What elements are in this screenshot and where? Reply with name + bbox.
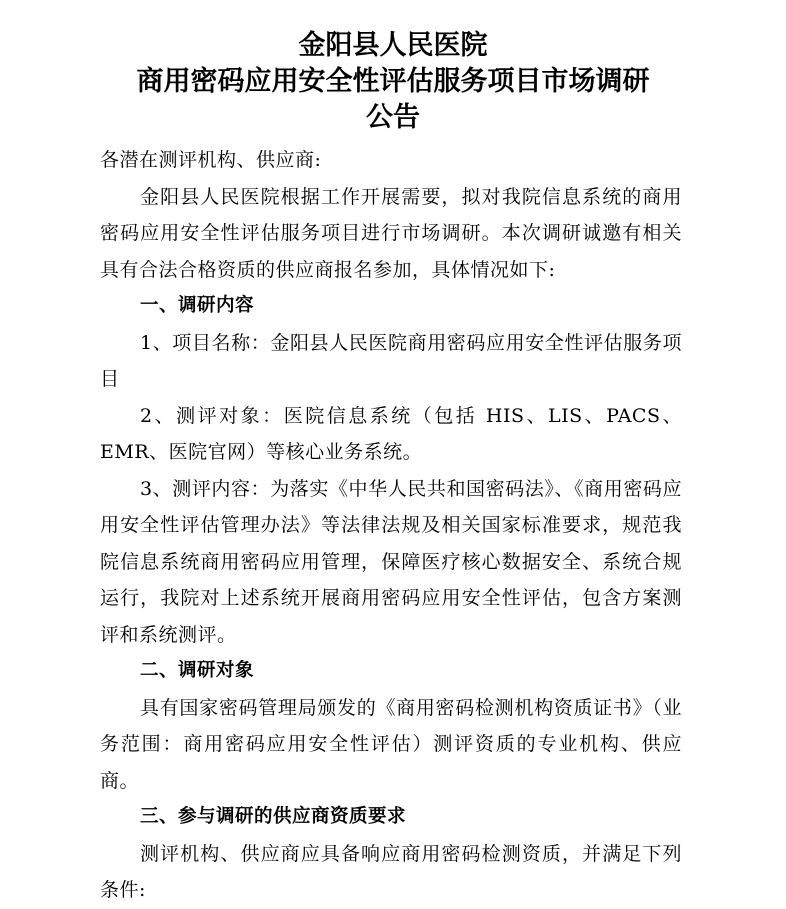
section-1-heading: 一、调研内容 [140,295,255,316]
document-title [60,28,726,136]
section-2-heading: 二、调研对象 [140,660,255,681]
document-body [100,142,682,909]
salutation: 各潜在测评机构、供应商: [100,149,322,171]
title-line-1: 金阳县人民医院 [298,30,488,61]
intro-paragraph: 金阳县人民医院根据工作开展需要，拟对我院信息系统的商用密码应用安全性评估服务项目进行市场调研。本次调研诚邀有相关具有合法合格资质的供应商报名参加，具体情况如下: [100,185,682,281]
section-1-item-2: 2、测评对象：医院信息系统（包括 HIS、LIS、PACS、EMR、医院官网）等核心业务系统。 [100,404,682,463]
section-3-heading: 三、参与调研的供应商资质要求 [140,806,407,827]
section-1-item-3: 3、测评内容：为落实《中华人民共和国密码法》、《商用密码应用安全性评估管理办法》等法律法规及相关国家标准要求，规范我院信息系统商用密码应用管理，保障医疗核心数据安全、系统合规运行，我院对上述系统开展商用密码应用安全性评估，包含方案测评和系统测评。 [100,477,682,646]
section-3-text: 测评机构、供应商应具备响应商用密码检测资质，并满足下列条件: [100,842,682,901]
title-line-2: 商用密码应用安全性评估服务项目市场调研 [136,66,650,97]
title-line-3: 公告 [366,102,420,133]
section-1-item-1: 1、项目名称：金阳县人民医院商用密码应用安全性评估服务项目 [100,331,682,390]
section-2-text: 具有国家密码管理局颁发的《商用密码检测机构资质证书》（业务范围：商用密码应用安全性评估）测评资质的专业机构、供应商。 [100,696,682,792]
